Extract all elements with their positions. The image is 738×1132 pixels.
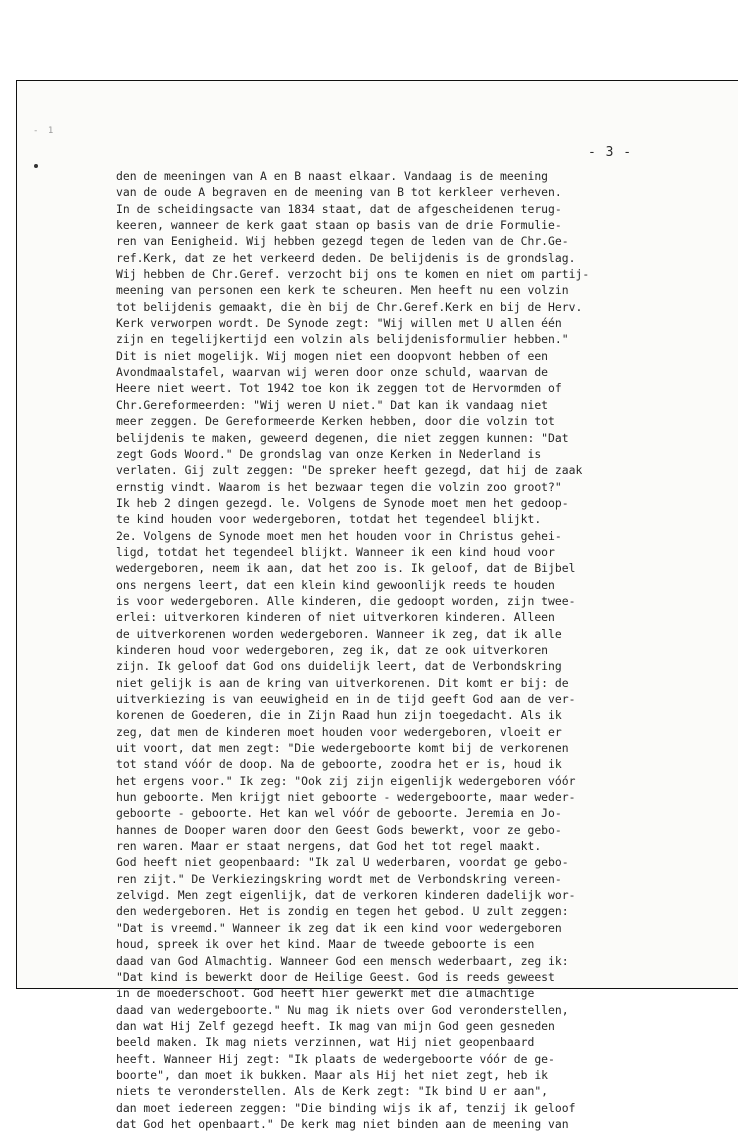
text-line: Chr.Gereformeerden: "Wij weren U niet." Dat kan ik vandaag niet (116, 397, 549, 412)
text-line: tot belijdenis gemaakt, die èn bij de Chr.Geref.Kerk en bij de Herv. (116, 299, 583, 314)
text-line: Heere niet weert. Tot 1942 toe kon ik zeggen tot de Hervormden of (116, 381, 562, 396)
text-line: heeft. Wanneer Hij zegt: "Ik plaats de wedergeboorte vóór de ge- (116, 1051, 555, 1066)
text-line: geboorte - geboorte. Het kan wel vóór de geboorte. Jeremia en Jo- (116, 806, 562, 821)
text-line: ren zijt." De Verkiezingskring wordt met de Verbondskring vereen- (116, 871, 562, 886)
text-line: den wedergeboren. Het is zondig en tegen het gebod. U zult zeggen: (116, 904, 569, 919)
text-line: Wij hebben de Chr.Geref. verzocht bij ons te komen en niet om partij- (116, 267, 590, 282)
text-line: ernstig vindt. Waarom is het bezwaar tegen die volzin zoo groot?" (116, 479, 562, 494)
text-line: God heeft niet geopenbaard: "Ik zal U wederbaren, voordat ge gebo- (116, 855, 569, 870)
text-line: belijdenis te maken, geweerd degenen, die niet zeggen kunnen: "Dat (116, 430, 569, 445)
text-line: In de scheidingsacte van 1834 staat, dat de afgescheidenen terug- (116, 201, 562, 216)
text-line: dan wat Hij Zelf gezegd heeft. Ik mag van mijn God geen gesneden (116, 1018, 555, 1033)
text-line: te kind houden voor wedergeboren, totdat het tegendeel blijkt. (116, 512, 542, 527)
text-line: het ergens voor." Ik zeg: "Ook zij zijn eigenlijk wedergeboren vóór (116, 773, 576, 788)
text-line: dat God het openbaart." De kerk mag niet binden aan de meening van (116, 1116, 569, 1131)
text-line: in de moederschoot. God heeft hier gewerkt met die almachtige (116, 986, 535, 1001)
text-line: zijn. Ik geloof dat God ons duidelijk leert, dat de Verbondskring (116, 659, 562, 674)
page-left-edge (16, 80, 17, 989)
text-line: niet gelijk is aan de kring van uitverkorenen. Dit komt er bij: de (116, 675, 569, 690)
text-line: uit voort, dat men zegt: "Die wedergeboorte komt bij de verkorenen (116, 741, 569, 756)
text-line: daad van God Almachtig. Wanneer God een mensch wederbaart, zeg ik: (116, 953, 569, 968)
text-line: zijn en tegelijkertijd een volzin als belijdenisformulier hebben." (116, 332, 569, 347)
text-line: is voor wedergeboren. Alle kinderen, die gedoopt worden, zijn twee- (116, 593, 576, 608)
text-line: hun geboorte. Men krijgt niet geboorte - wedergeboorte, maar weder- (116, 790, 576, 805)
text-line: den de meeningen van A en B naast elkaar. Vandaag is de meening (116, 169, 549, 183)
text-line: boorte", dan moet ik bukken. Maar als Hij het niet zegt, heb ik (116, 1067, 549, 1082)
text-line: kinderen houd voor wedergeboren, zeg ik, dat ze ook uitverkoren (116, 642, 549, 657)
text-line: hannes de Dooper waren door den Geest Gods bewerkt, voor ze gebo- (116, 822, 562, 837)
text-line: tot stand vóór de doop. Na de geboorte, zoodra het er is, houd ik (116, 757, 562, 772)
text-line: korenen de Goederen, die in Zijn Raad hun zijn toegedacht. Als ik (116, 708, 562, 723)
text-line: "Dat is vreemd." Wanneer ik zeg dat ik een kind voor wedergeboren (116, 920, 562, 935)
text-line: erlei: uitverkoren kinderen of niet uitverkoren kinderen. Alleen (116, 610, 555, 625)
text-line: de uitverkorenen worden wedergeboren. Wanneer ik zeg, dat ik alle (116, 626, 562, 641)
page-number: - 3 - (588, 145, 633, 160)
text-line: verlaten. Gij zult zeggen: "De spreker heeft gezegd, dat hij de zaak (116, 463, 583, 478)
text-line: niets te veronderstellen. Als de Kerk zegt: "Ik bind U er aan", (116, 1084, 549, 1099)
text-line: dan moet iedereen zeggen: "Die binding wijs ik af, tenzij ik geloof (116, 1100, 576, 1115)
text-line: van de oude A begraven en de meening van B tot kerkleer verheven. (116, 185, 562, 200)
text-line: ren waren. Maar er staat nergens, dat God het tot regel maakt. (116, 839, 542, 854)
text-line: Dit is niet mogelijk. Wij mogen niet een doopvont hebben of een (116, 348, 549, 363)
text-line: ons nergens leert, dat een klein kind gewoonlijk reeds te houden (116, 577, 555, 592)
page-top-edge (16, 80, 738, 81)
text-line: ligd, totdat het tegendeel blijkt. Wanneer ik een kind houd voor (116, 544, 555, 559)
scan-top-margin (0, 0, 738, 80)
text-line: zeg, dat men de kinderen moet houden voor wedergeboren, vloeit er (116, 724, 562, 739)
text-line: meer zeggen. De Gereformeerde Kerken hebben, door die volzin tot (116, 414, 555, 429)
text-line: houd, spreek ik over het kind. Maar de tweede geboorte is een (116, 937, 535, 952)
text-line: Ik heb 2 dingen gezegd. le. Volgens de Synode moet men het gedoop- (116, 495, 569, 510)
text-line: zegt Gods Woord." De grondslag van onze Kerken in Nederland is (116, 446, 542, 461)
text-line: wedergeboren, neem ik aan, dat het zoo is. Ik geloof, dat de Bijbel (116, 561, 576, 576)
text-line: 2e. Volgens de Synode moet men het houden voor in Christus gehei- (116, 528, 562, 543)
text-line: zelvigd. Men zegt eigenlijk, dat de verkoren kinderen dadelijk wor- (116, 888, 576, 903)
text-line: Kerk verworpen wordt. De Synode zegt: "Wij willen met U allen één (116, 316, 562, 331)
typed-body-text (116, 168, 716, 1132)
text-line: ref.Kerk, dat ze het verkeerd deden. De belijdenis is de grondslag. (116, 250, 576, 265)
text-line: Avondmaalstafel, waarvan wij weren door onze schuld, waarvan de (116, 365, 549, 380)
text-line: keeren, wanneer de kerk gaat staan op basis van de drie Formulie- (116, 218, 562, 233)
text-line: "Dat kind is bewerkt door de Heilige Geest. God is reeds geweest (116, 969, 555, 984)
margin-mark: - 1 (33, 126, 56, 136)
text-line: uitverkiezing is van eeuwigheid en in de tijd geeft God aan de ver- (116, 692, 576, 706)
text-line: daad van wedergeboorte." Nu mag ik niets over God veronderstellen, (116, 1002, 569, 1017)
margin-dot (34, 164, 38, 168)
text-line: ren van Eenigheid. Wij hebben gezegd tegen de leden van de Chr.Ge- (116, 234, 569, 249)
text-line: beeld maken. Ik mag niets verzinnen, wat Hij niet geopenbaard (116, 1035, 535, 1050)
text-line: meening van personen een kerk te scheuren. Men heeft nu een volzin (116, 283, 569, 298)
